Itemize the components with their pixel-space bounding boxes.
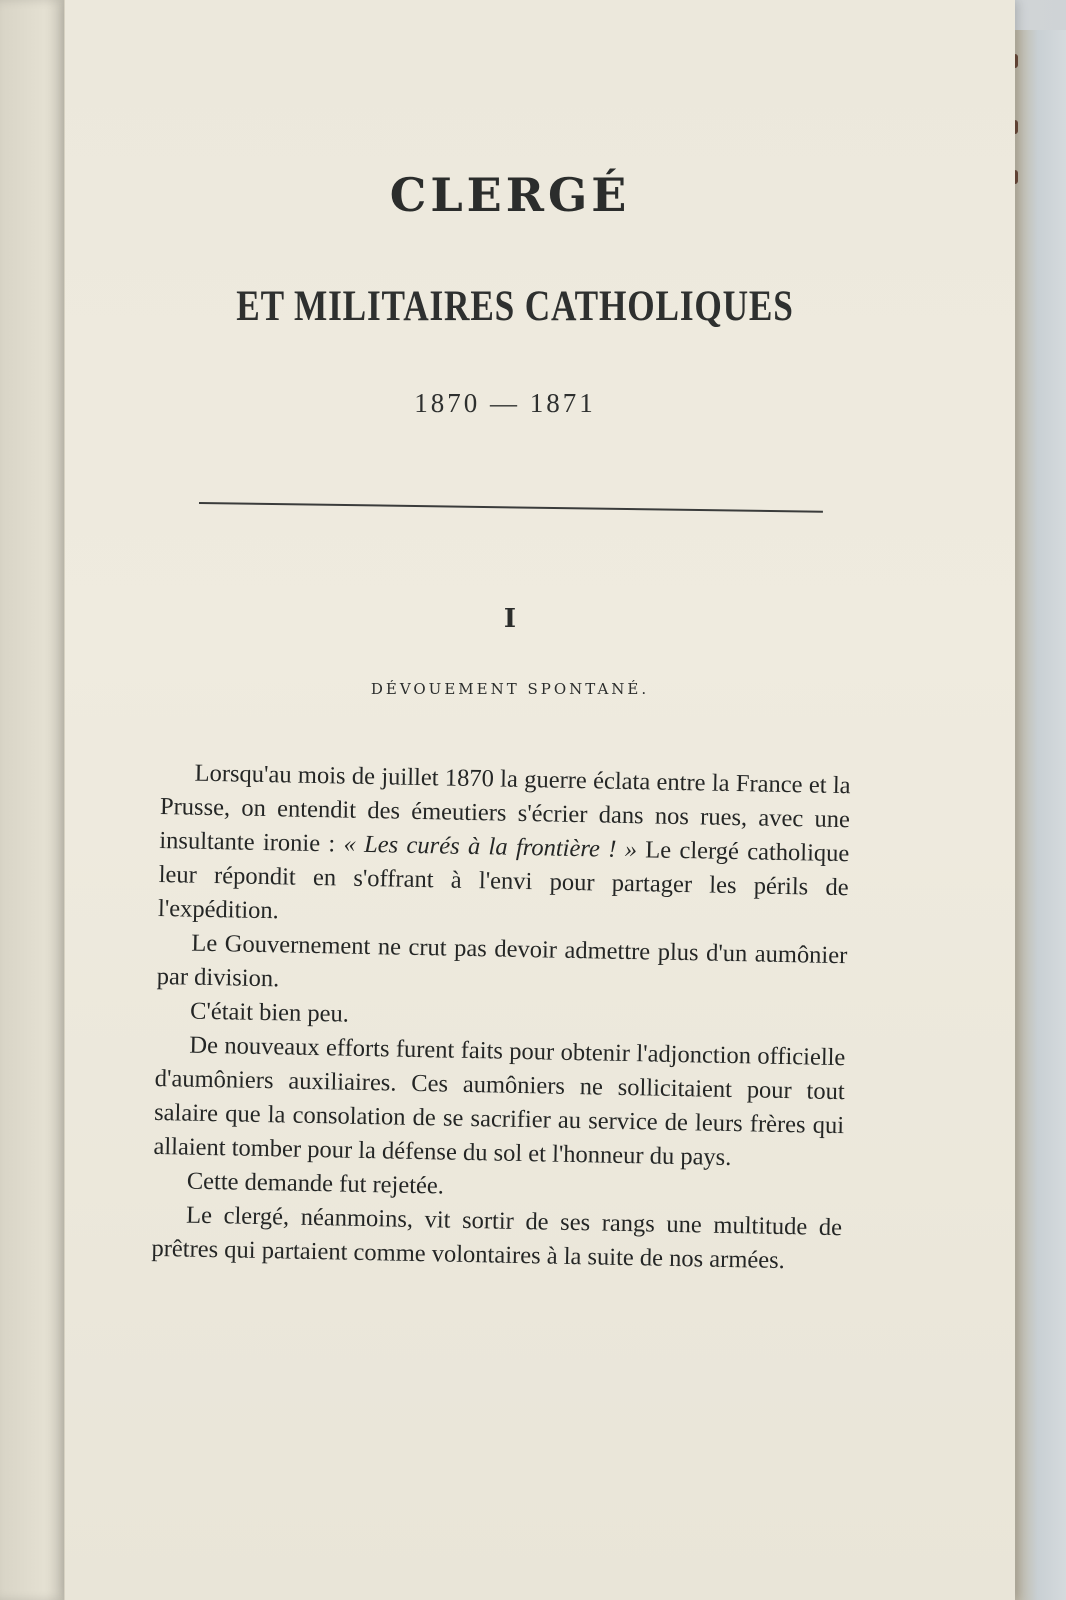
paragraph-text: Lorsqu'au mois de juillet 1870 la guerre éclata entre la France et la Prusse, on entendit des émeutiers s'écrier dans nos rues, avec une insultante ironie : — [159, 759, 851, 858]
quotation: « Les curés à la frontière ! » — [343, 830, 638, 864]
body-text — [151, 756, 851, 1279]
paragraph: C'était bien peu. — [189, 997, 350, 1028]
paragraph: Le clergé, néanmoins, vit sortir de ses rangs une multitude de prêtres qui partaient comme volontaires à la suite de nos armées. — [151, 1201, 843, 1275]
date-range: 1870 — 1871 — [414, 388, 596, 418]
book-page — [64, 0, 1015, 1600]
page-subtitle: ET MILITAIRES CATHOLIQUES — [236, 283, 794, 330]
chapter-number: I — [503, 604, 517, 634]
paragraph: De nouveaux efforts furent faits pour obtenir l'adjonction officielle d'aumôniers auxiliaires. Ces aumôniers ne sollicitaient pour tout salaire que la consolation de se sacrifier au service de leurs frères qui allaient tomber pour la défense du sol et l'honneur du pays. — [153, 1031, 846, 1172]
paragraph: Cette demande fut rejetée. — [186, 1167, 445, 1200]
paragraph: Le Gouvernement ne crut pas devoir admettre plus d'un aumônier par division. — [156, 929, 848, 993]
horizontal-rule — [199, 502, 823, 513]
page-content — [65, 0, 1015, 1600]
chapter-heading: DÉVOUEMENT SPONTANÉ. — [370, 680, 650, 698]
paragraph — [158, 756, 851, 939]
page-title: CLERGÉ — [389, 168, 631, 222]
paragraph-text: Le clergé catholique leur répondit en s'offrant à l'envi pour partager les périls de l'expédition. — [157, 836, 850, 925]
